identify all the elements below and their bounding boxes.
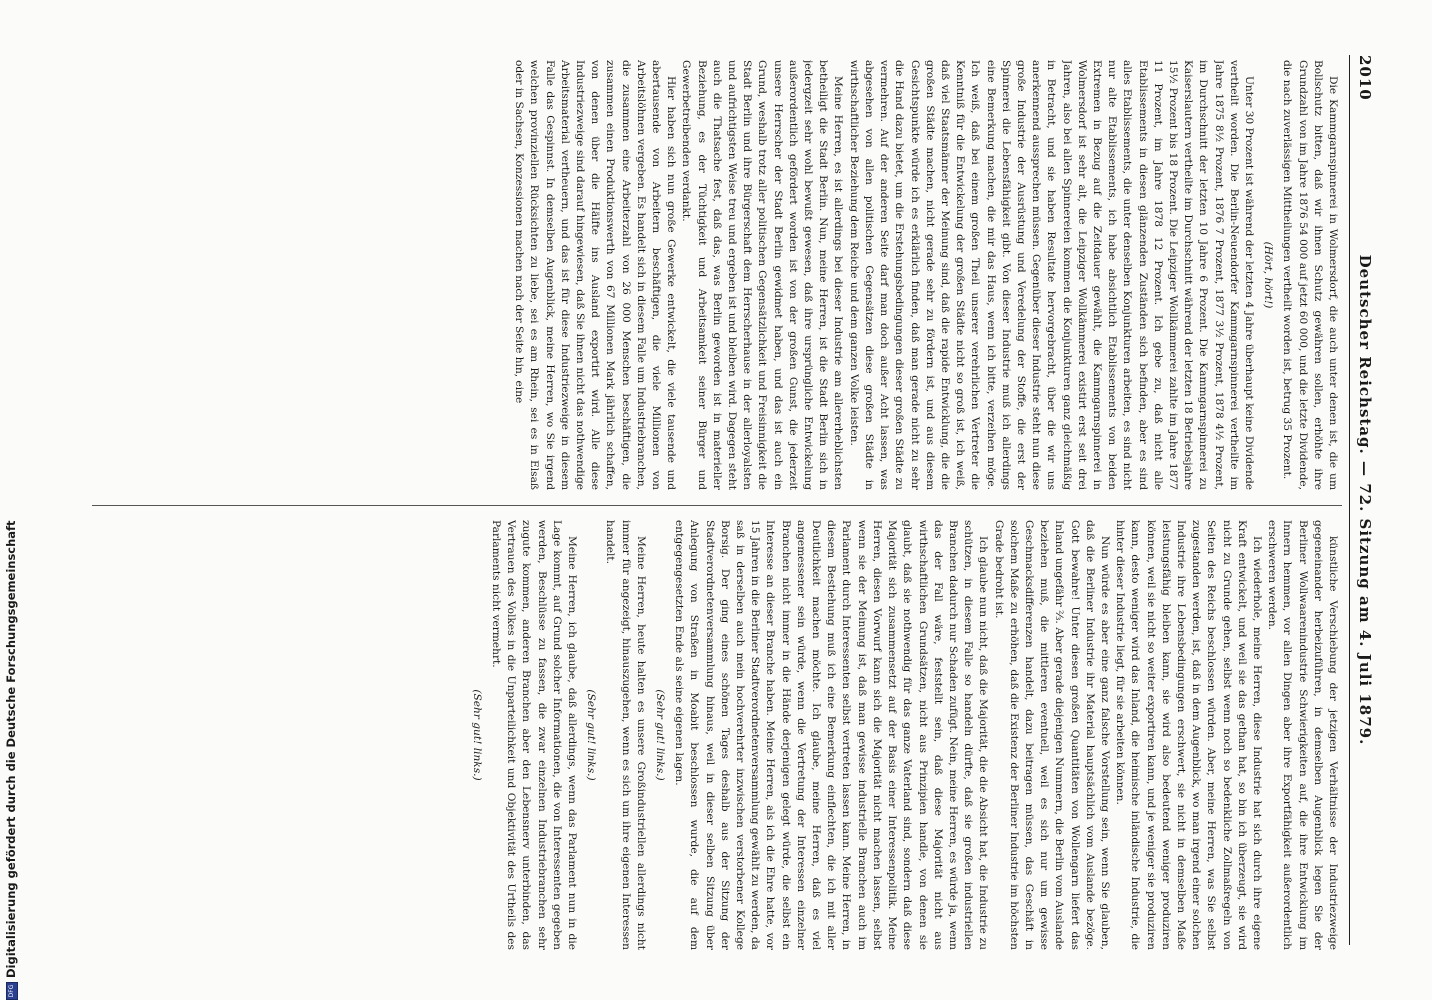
text-column-right — [90, 520, 1340, 950]
page-title: Deutscher Reichstag. — 72. Sitzung am 4. Juli 1879. — [1356, 254, 1374, 746]
paragraph: Die Kammgarnspinnerei in Wolmersdorf, die auch unter denen ist, die um Bollschutz bitten, daß wir ihnen Schutz gewähren sollen, erhöhte ihre Grundzahl von im Jahre 1876 54 000 auf jetzt 60 000, und die letzte Dividende, die nach zuverlässigen Mittheilungen vertheilt worden ist, betrug 35 Prozent. — [1281, 60, 1339, 490]
dfg-logo: DFG — [6, 982, 18, 1000]
paragraph: Meine Herren, ich glaube, daß allerdings, wenn das Parlament nun in die Lage kommt, auf Grund solcher Informationen, die von Interessenten gegeben werden, Beschlüsse zu fassen, die zwar einzelnen Industriebranchen sehr zugute kommen, anderen Branchen aber den Lebensnerv unterbinden, das Vertrauen des Volkes in die Unparteilichkeit und Objektivität des Urtheils des Parlaments nicht vermehrt. — [490, 520, 579, 950]
paragraph: Nun würde es aber eine ganz falsche Vorstellung sein, wenn Sie glauben, daß die Berliner Industrie ihr Material hauptsächlich vom Auslande bezöge. Gott bewahre! Unter diesen großen Quantitäten von Wollengarn liefert das Inland ungefähr ⅔. Aber gerade diejenigen Nummern, die Berlin vom Auslande beziehen muß, die mittleren eventuell, weil es sich nur um gewisse Geschmacksdifferenzen handelt, dazu beitragen müssen, das Geschäft in solchem Maße zu erhöhen, daß die Existenz der Berliner Industrie im höchsten Grade bedroht ist. — [992, 520, 1111, 950]
paragraph: Meine Herren, es ist allerdings bei dieser Industrie am allererheblichsten betheiligt die Stadt Berlin. Nun, meine Herren, ist die Stadt Berlin sich in jedergzeit sehr wohl bewußt gewesen, daß ihre ursprüngliche Entwickelung außerordentlich gefördert worden ist von der großen Gunst, die jederzeit unsere Herrscher der Stadt Berlin gewidmet haben, und das ist auch ein Grund, weshalb trotz aller politischen Gegensätzlichkeit und Freisinnigkeit die Stadt Berlin und ihre Bürgerschaft dem Herrscherhause in der allerloyalsten und aufrichtigsten Weise treu und ergeben ist und bleiben wird. Dagegen steht auch die Thatsache fest, daß das, was Berlin geworden ist in materieller Beziehung, es der Tüchtigkeit und Arbeitsamkeit seiner Bürger und Gewerbetreibenden verdankt. — [680, 60, 845, 490]
column-divider — [92, 505, 1342, 506]
header-rule — [1349, 55, 1350, 945]
interjection-note: (Sehr gut! links.) — [470, 689, 483, 781]
interjection-note: (Sehr gut! links.) — [585, 689, 598, 781]
paragraph: Ich wiederhole, meine Herren, diese Industrie hat sich durch ihre eigene Kraft entwickelt, und weil sie das gethan hat, so bin ich überzeugt, sie wird nicht zu Grunde gehen, selbst wenn noch so bedenkliche Zollmaßregeln von Seiten des Reichs beschlossen würden. Aber, meine Herren, was Sie selbst zugestanden werden, ist, daß in dem Augenblick, wo man irgend einer solchen Industrie ihre Lebensbedingungen erschwert, sie nicht in demselben Maße leistungsfähig bleiben kann, sie wird also bedeutend weniger produziren können, weil sie nicht so weiter exportiren kann, und je weniger sie produziren kann, desto weniger wird das Inland, die heimische inländische Industrie, die hinter dieser Industrie liegt, für sie arbeiten können. — [1114, 520, 1263, 950]
page-header — [1354, 55, 1374, 945]
interjection-note: (Hört, hört!) — [1262, 241, 1275, 309]
interjection-note: (Sehr gut! links.) — [654, 689, 667, 781]
text-column-left — [90, 60, 1340, 490]
paragraph: Unter 30 Prozent ist während der letzten 4 Jahre überhaupt keine Dividende vertheilt worden. Die Berlin-Neuendorfer Kammgarnspinnerei vertheilte im Jahre 1875 8½ Prozent, 1876 7 Prozent, 1877 3½ Prozent, 1878 4½ Prozent, im Durchschnitt der letzten 10 Jahre 6 Prozent. Die Kammgarnspinnerei zu Kaiserslautern vertheilte im Durchschnitt während der letzten 18 Betriebsjahre 15½ Prozent bis 18 Prozent. Die Leipziger Wollkämmerei zahlte im Jahre 1877 11 Prozent, im Jahre 1878 12 Prozent. Ich gebe zu, daß nicht alle Etablissements in diesen glänzenden Zuständen sich befinden, aber es sind alles Etablissements, die unter denselben Konjunkturen arbeiten, es sind nicht nur alte Etablissements, ich habe absichtlich Etablissements von beiden Extremen in Bezug auf die Zeitdauer gewählt, die Kammgarnspinnerei in Wolmersdorf ist sehr alt, die Leipziger Wollkämmerei existirt erst seit drei Jahren, also bei allen Spinnereien kommen die Konjunkturen ganz gleichmäßig in Betracht, und sie haben Resultate hervorgebracht, über die wir uns anerkennend aussprechen müssen. Gegenüber dieser Industrie steht nun diese große Industrie der Ausrüstung und Veredelung der Stoffe, die erst der Spinnerei die Lebensfähigkeit gibt. Von dieser Industrie muß ich allerdings eine Bemerkung machen, die mir das Haus, wenn ich bitte, verzeihen möge. Ich weiß, daß bei einem großen Theil unserer verehrlichen Vertreter die Kenntniß für die Entwickelung der großen Städte nicht so groß ist, ich weiß, daß viel Staatsmänner der Meinung sind, daß die rapide Entwicklung, die die großen Städte machen, nicht gerade sehr zu fördern ist, und aus diesem Gesichtspunkte würde ich es erklärlich finden, daß man gerade nicht zu sehr die Hand dazu bietet, um die Erstehungsbedingungen dieser großen Städte zu vermehren. Auf der anderen Seite darf man doch außer Acht lassen, was abgesehen von allen politischen Gegensätzen diese großen Städte in wirthschaftlicher Beziehung dem Reiche und dem ganzen Volke leisten. — [847, 60, 1255, 490]
paragraph: Meine Herren, heute halten es unsere Großindustriellen allerdings nicht immer für angezeigt, hinauszugehen, wenn es sich um ihre eigenen Interessen handelt. — [604, 520, 647, 950]
paragraph: Hier haben sich nun große Gewerke entwickelt, die viele tausende und abertausende von Arbeitern beschäftigen, die viele Millionen von Arbeitslöhnen vergeben. Es handelt sich in diesem Falle um Industriebranchen, die zusammen eine Arbeiterzahl von 26 000 Menschen beschäftigen, die zusammen einen Produktionswerth von 67 Millionen Mark jährlich schaffen, von denen über die Hälfte ins Ausland exportirt wird. Alle diese Industriezweige sind darauf hingewiesen, daß Sie ihnen nicht das nothwendige Arbeitsmaterial vertheuern, und das ist für diese Industriezweige in diesem Falle das Gespinnst. In demselben Augenblick, meine Herren, wo Sie irgend welchen provinziellen Rücksichten zu liebe, sei es am Rhein, sei es in Elsaß oder in Sachsen, Konzessionen machen nach der Seite hin, eine — [513, 60, 678, 490]
paragraph: künstliche Verschiebung der jetzigen Verhältnisse der Industriezweige gegeneinander herbeizuführen, in demselben Augenblick legen Sie der Berliner Wollwaarenindustrie Schwierigkeiten auf, die ihre Entwicklung im Innern hemmen, vor allen Dingen aber ihre Exportfähigkeit außerordentlich erschweren werden. — [1266, 520, 1339, 950]
page-number: 2010 — [1356, 55, 1374, 101]
digitization-credit-text: Digitalisierung gefördert durch die Deutsche Forschungsgemeinschaft — [4, 520, 18, 978]
paragraph: Ich glaube nun nicht, daß die Majorität, die die Absicht hat, die Industrie zu schützen, in diesem Falle so handeln dürfte, daß sie großen industriellen Branchen dadurch nur Schaden zufügt. Nein, meine Herren, es würde ja, wenn das der Fall wäre, feststellt sein, daß diese Majorität nicht aus wirthschaftlichen Grundsätzen, nicht aus Prinzipien handle, von denen sie glaubt, daß sie nothwendig für das ganze Vaterland sind, sondern daß diese Majorität sich zusammensetzt auf der Basis einer Interessenpolitik. Meine Herren, diesen Vorwurf kann sich die Majorität nicht machen lassen, selbst wenn sie der Meinung ist, daß man gewisse industrielle Branchen auch im Parlament durch Interessenten selbst vertreten lassen kann. Meine Herren, in diesem Bestiehung muß ich eine Bemerkung einflechten, die ich mit aller Deutlichkeit machen möchte. Ich glaube, meine Herren, daß es viel angemessener sein würde, wenn die Vertretung der Interessen einzelner Branchen nicht immer in die Hände derjenigen gelegt würde, die selbst ein Interesse an dieser Branche haben. Meine Herren, als ich die Ehre hatte, vor 15 Jahren in die Berliner Stadtverordnetenversammlung gewählt zu werden, da saß in derselben auch mein hochverehrter inzwischen verstorbener Kollege Borsig. Der ging eines schönen Tages deshalb aus der Sitzung der Stadtverordnetenversammlung hinaus, weil in dieser selben Sitzung über Anlegung von Straßen in Moabit beschlossen wurde, die auf dem entgegengesetzten Ende als seine eigenen lagen. — [673, 520, 990, 950]
